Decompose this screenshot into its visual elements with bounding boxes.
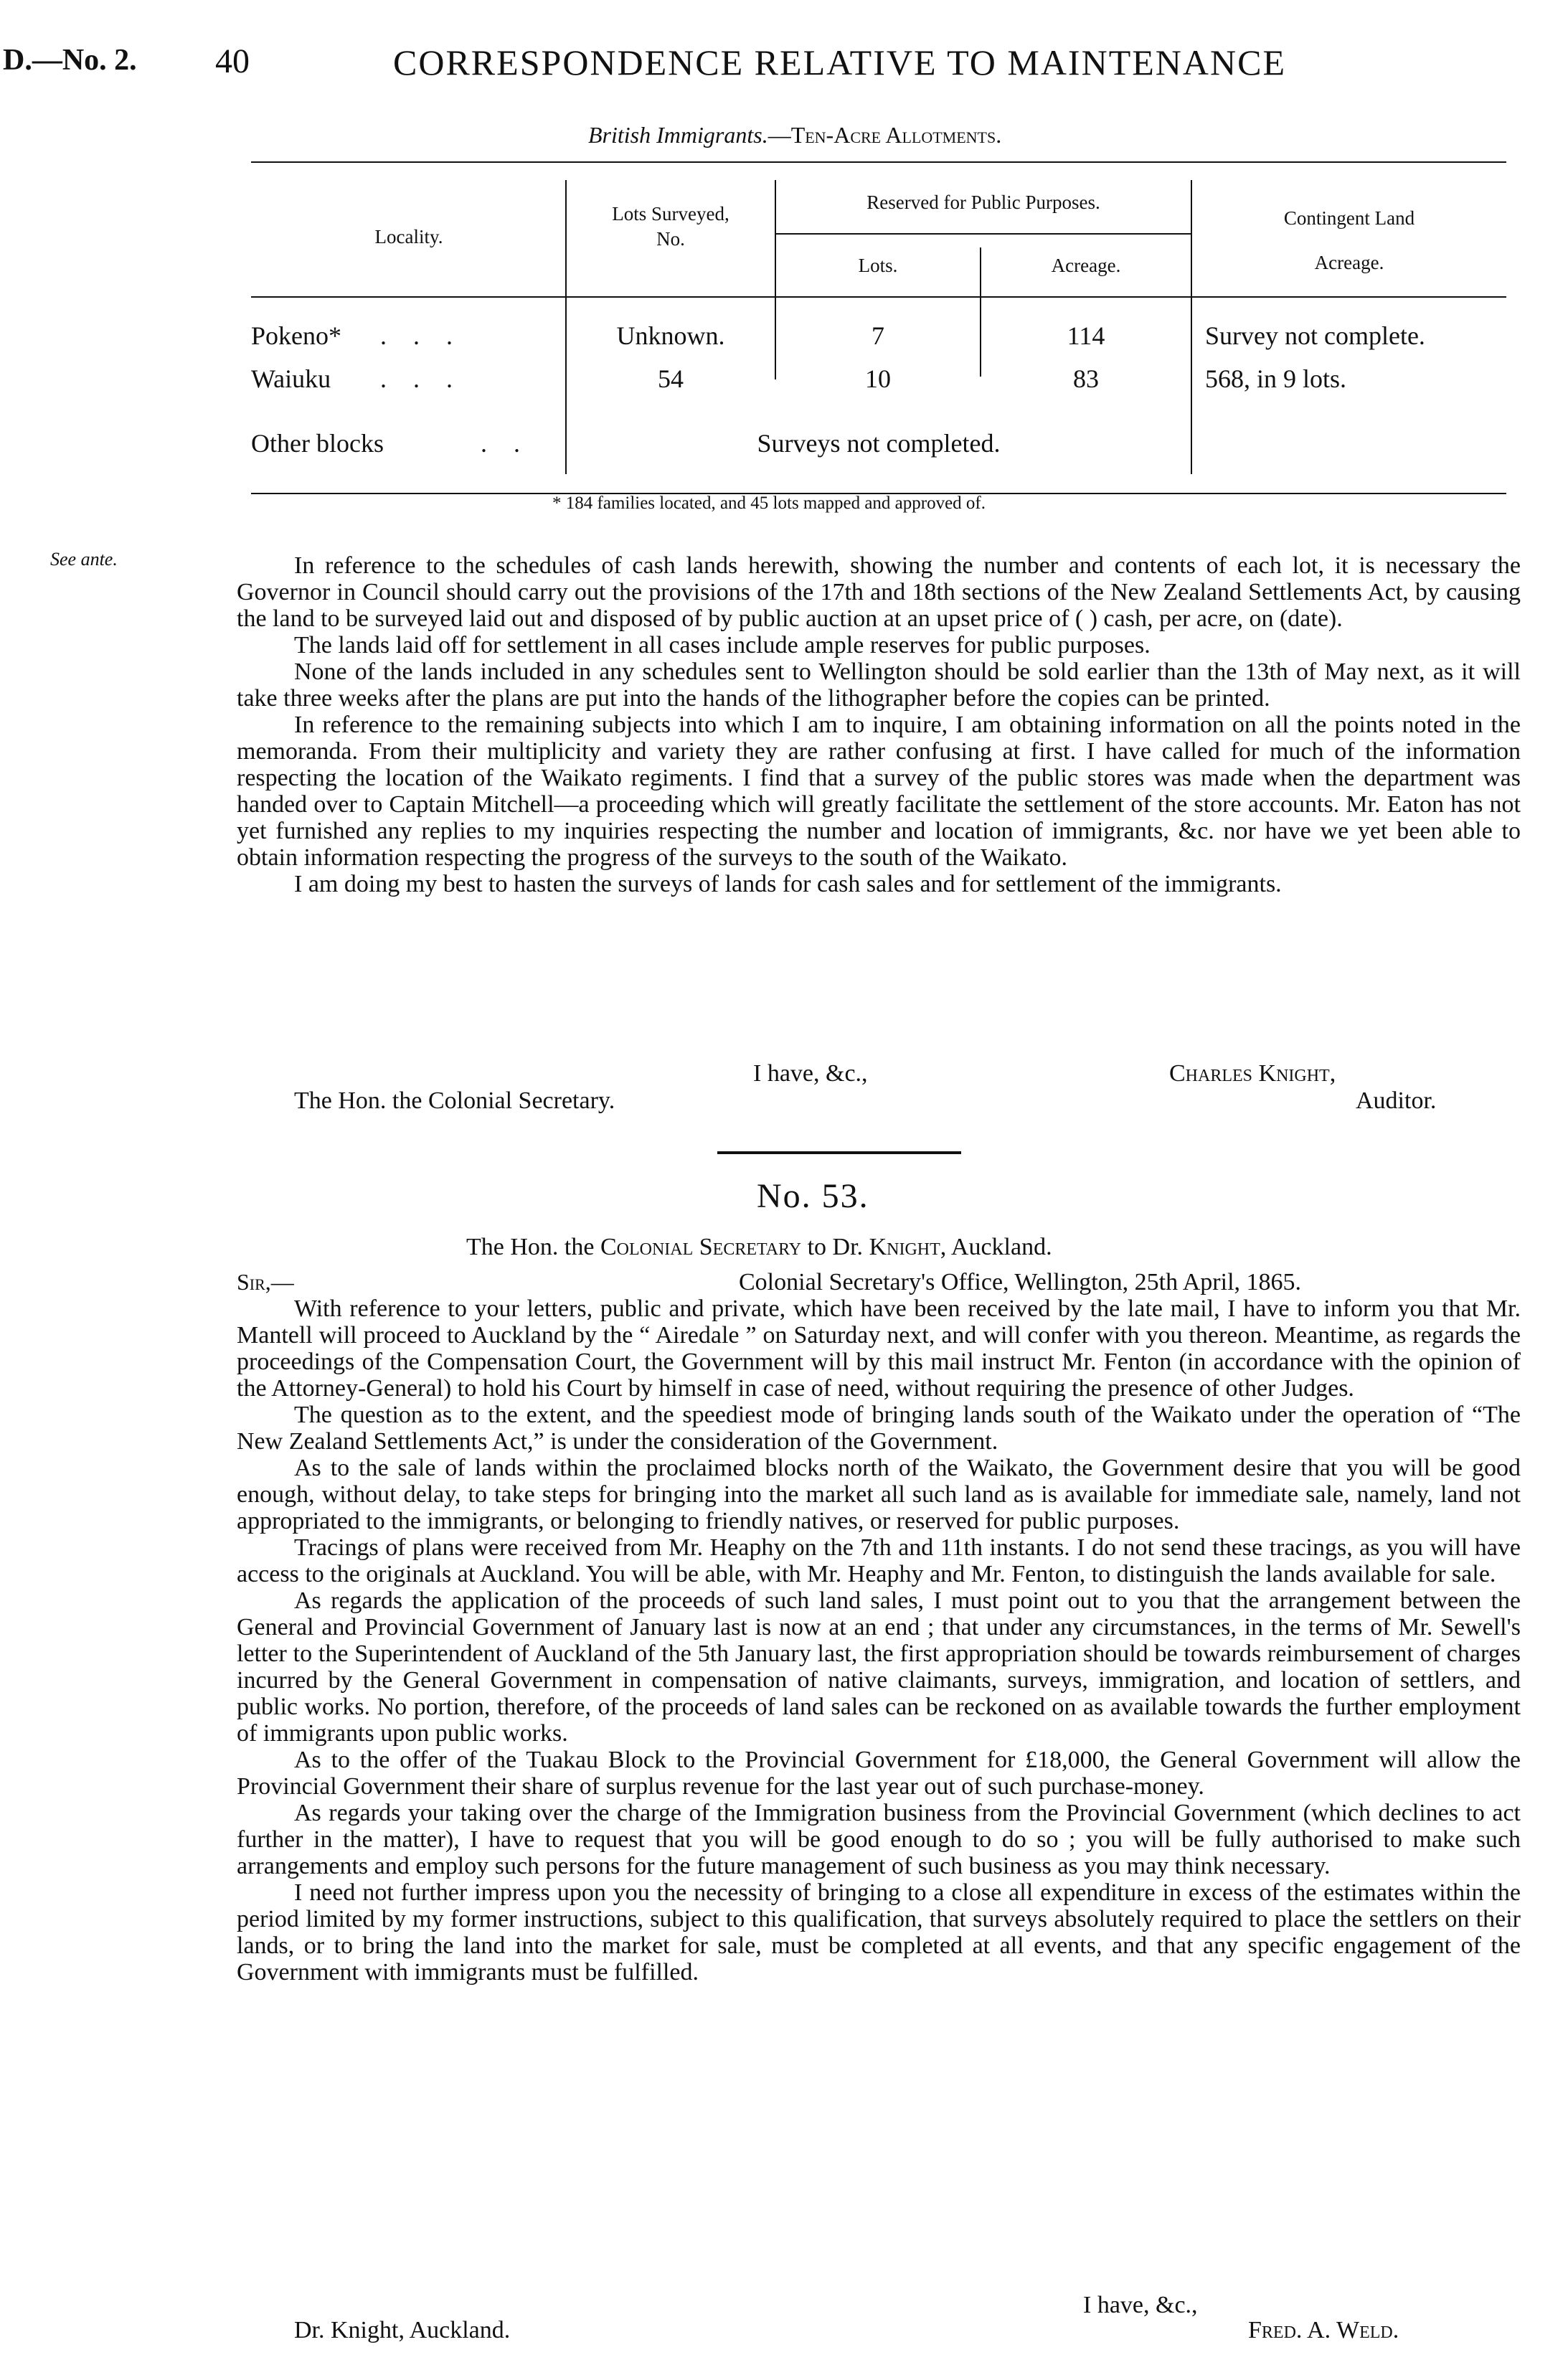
locality-cell: Other blocks (251, 429, 384, 458)
page-title: CORRESPONDENCE RELATIVE TO MAINTENANCE (393, 42, 1286, 82)
letter-number: No. 53. (757, 1177, 869, 1215)
lots-surveyed-cell: 54 (658, 364, 684, 393)
contingent-cell: 568, in 9 lots. (1205, 364, 1347, 393)
margin-note: See ante. (50, 549, 118, 570)
table-row (251, 428, 1506, 460)
table-footnote: * 184 families located, and 45 lots mapped and approved of. (552, 494, 986, 513)
address-recipient: Knight (869, 1234, 940, 1260)
letter1-closing: I have, &c., (753, 1060, 868, 1087)
document-reference: D.—No. 2. (3, 44, 137, 77)
paragraph: Tracings of plans were received from Mr. Heaphy on the 7th and 11th instants. I do not send these tracings, as you will have access to the originals at Auckland. You will be able, with Mr. Heaphy and Mr. Fenton, to distinguish the lands available for sale. (237, 1534, 1521, 1587)
table-top-rule (251, 161, 1506, 163)
table-row (251, 364, 1506, 395)
lots-surveyed-header-line2: No. (656, 228, 685, 250)
letter2-closing: I have, &c., (1083, 2292, 1198, 2318)
dateline: Colonial Secretary's Office, Wellington, 25th April, 1865. (739, 1269, 1302, 1295)
reserved-subheader-rule (775, 233, 1191, 235)
paragraph: In reference to the remaining subjects into which I am to inquire, I am obtaining information on all the points noted in the memoranda. From their multiplicity and variety they are rather confusing at first. I have called for much of the information respecting the location of the Waikato regiments. I find that a survey of the public stores was made when the department was handed over to Captain Mitchell—a proceeding which will greatly facilitate the settlement of the store accounts. Mr. Eaton has not yet furnished any replies to my inquiries respecting the number and location of immigrants, &c. nor have we yet been able to obtain information respecting the progress of the surveys to the south of the Waikato. (237, 712, 1521, 871)
reserved-lots-cell: 10 (865, 364, 891, 393)
address-mid: to Dr. (801, 1234, 869, 1260)
locality-cell: Pokeno* (251, 321, 341, 350)
paragraph: The lands laid off for settlement in all cases include ample reserves for public purposes. (294, 632, 1151, 658)
contingent-header-line2: Acreage. (1314, 252, 1384, 274)
reserved-acreage-cell: 83 (1073, 364, 1099, 393)
page-number: 40 (215, 42, 250, 80)
paragraph: The question as to the extent, and the speediest mode of bringing lands south of the Waikato under the operation of “The New Zealand Settlements Act,” is under the consideration of the Government. (237, 1402, 1521, 1455)
letter2-signature: Fred. A. Weld. (1248, 2317, 1399, 2343)
leader-dots: . . (481, 429, 530, 458)
lots-surveyed-header-line1: Lots Surveyed, (612, 203, 729, 225)
paragraph: With reference to your letters, public and private, which have been received by the late mail, I have to inform you that Mr. Mantell will proceed to Auckland by the “ Airedale ” on Saturday next, and will confer with you thereon. Meantime, as regards the proceedings of the Compensation Court, the Government will by this mail instruct Mr. Fenton (in accordance with the opinion of the Attorney-General) to hold his Court by himself in case of need, without requiring the presence of other Judges. (237, 1295, 1521, 1402)
reserved-lots-header: Lots. (858, 255, 898, 276)
paragraph: None of the lands included in any schedules sent to Wellington should be sold earlier than the 13th of May next, as it will take three weeks after the plans are put into the hands of the lithographer before the copies can be printed. (237, 658, 1521, 712)
contingent-header-line1: Contingent Land (1283, 207, 1415, 229)
letter2-addressee: Dr. Knight, Auckland. (294, 2317, 511, 2343)
letter2-body (237, 1295, 1521, 1986)
lots-surveyed-cell: Unknown. (616, 321, 725, 350)
table-header-rule (251, 296, 1506, 298)
letter1-body (237, 552, 1521, 897)
paragraph: I am doing my best to hasten the surveys of lands for cash sales and for settlement of the immigrants. (294, 871, 1282, 897)
lots-surveyed-header (567, 202, 775, 252)
paragraph: As regards your taking over the charge of the Immigration business from the Provincial Government (which declines to act further in the matter), I have to request that you will be good enough to do so ; you will be fully authorised to make such arrangements and employ such persons for the future management of such business as you may think necessary. (237, 1800, 1521, 1879)
contingent-cell: Survey not complete. (1205, 321, 1425, 350)
letter1-signature: Charles Knight, (1169, 1060, 1336, 1087)
address-post: , Auckland. (940, 1234, 1052, 1260)
salutation: Sir,— (237, 1269, 294, 1295)
table-row (251, 321, 1506, 352)
letter1-signature-title: Auditor. (1356, 1087, 1437, 1114)
reserved-lots-cell: 7 (872, 321, 884, 350)
letter1-addressee: The Hon. the Colonial Secretary. (294, 1087, 615, 1114)
table-caption-rest: —Ten-Acre Allotments. (768, 122, 1002, 148)
leader-dots: . . . (380, 321, 463, 350)
reserved-header: Reserved for Public Purposes. (866, 192, 1100, 213)
paragraph: As regards the application of the proceeds of such land sales, I must point out to you that the arrangement between the General and Provincial Government of January last is now at an end ; that under any circumstances, in the terms of Mr. Sewell's letter to the Superintendent of Auckland of the 5th January last, the first appropriation should be towards reimbursement of charges incurred by the General Government in compensation of native claimants, surveys, immigration, and location of settlers, and public works. No portion, therefore, of the proceeds of land sales can be reckoned on as available towards the further employment of immigrants upon public works. (237, 1587, 1521, 1747)
paragraph: In reference to the schedules of cash lands herewith, showing the number and contents of each lot, it is necessary the Governor in Council should carry out the provisions of the 17th and 18th sections of the New Zealand Settlements Act, by causing the land to be surveyed laid out and disposed of by public auction at an upset price of ( ) cash, per acre, on (date). (237, 552, 1521, 632)
reserved-acreage-cell: 114 (1067, 321, 1105, 350)
address-pre: The Hon. the (466, 1234, 600, 1260)
paragraph: I need not further impress upon you the necessity of bringing to a close all expenditure in excess of the estimates within the period limited by my former instructions, subject to this qualification, that surveys absolutely required to place the settlers on their lands, or to bring the land into the market for sale, must be completed at all events, and that any specific engagement of the Government with immigrants must be fulfilled. (237, 1879, 1521, 1986)
locality-cell: Waiuku (251, 364, 331, 393)
letter2-address-line (466, 1234, 1052, 1261)
paragraph: As to the sale of lands within the proclaimed blocks north of the Waikato, the Government desire that you will be good enough, without delay, to take steps for bringing into the market all such land as is available for immediate sale, namely, land not appropriated to the immigrants, or belonging to friendly natives, or reserved for public purposes. (237, 1455, 1521, 1534)
paragraph: As to the offer of the Tuakau Block to the Provincial Government for £18,000, the General Government will allow the Provincial Government their share of surplus revenue for the last year out of such purchase-money. (237, 1747, 1521, 1800)
reserved-acreage-header: Acreage. (1051, 255, 1121, 276)
section-divider (717, 1151, 961, 1154)
locality-header: Locality. (374, 226, 443, 247)
table-caption-italic: British Immigrants. (588, 122, 768, 148)
address-sender: Colonial Secretary (600, 1234, 802, 1260)
allotments-table (251, 161, 1506, 499)
surveys-note-cell: Surveys not completed. (757, 429, 1001, 458)
leader-dots: . . . (380, 364, 463, 393)
contingent-header (1192, 196, 1506, 285)
table-caption (588, 122, 1001, 148)
